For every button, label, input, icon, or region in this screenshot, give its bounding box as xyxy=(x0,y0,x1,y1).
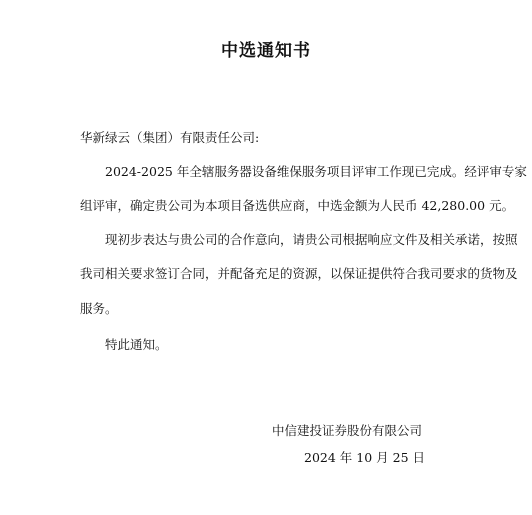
closing-text: 特此通知。 xyxy=(105,337,168,352)
issuer-name: 中信建投证券股份有限公司 xyxy=(272,423,423,438)
paragraph-2-line-1: 现初步表达与贵公司的合作意向，请贵公司根据响应文件及相关承诺，按照 xyxy=(105,232,518,247)
paragraph-1-line-1: 2024-2025 年全辖服务器设备维保服务项目评审工作现已完成。经评审专家 xyxy=(105,164,527,179)
salutation: 华新绿云（集团）有限责任公司: xyxy=(80,130,260,145)
notice-title: 中选通知书 xyxy=(221,41,311,61)
paragraph-1-line-2: 组评审，确定贵公司为本项目备选供应商，中选金额为人民币 42,280.00 元。 xyxy=(80,198,515,213)
paragraph-2-line-2: 我司相关要求签订合同，并配备充足的资源，以保证提供符合我司要求的货物及 xyxy=(80,266,518,281)
issue-date: 2024 年 10 月 25 日 xyxy=(304,450,425,465)
paragraph-2-line-3: 服务。 xyxy=(80,301,118,316)
